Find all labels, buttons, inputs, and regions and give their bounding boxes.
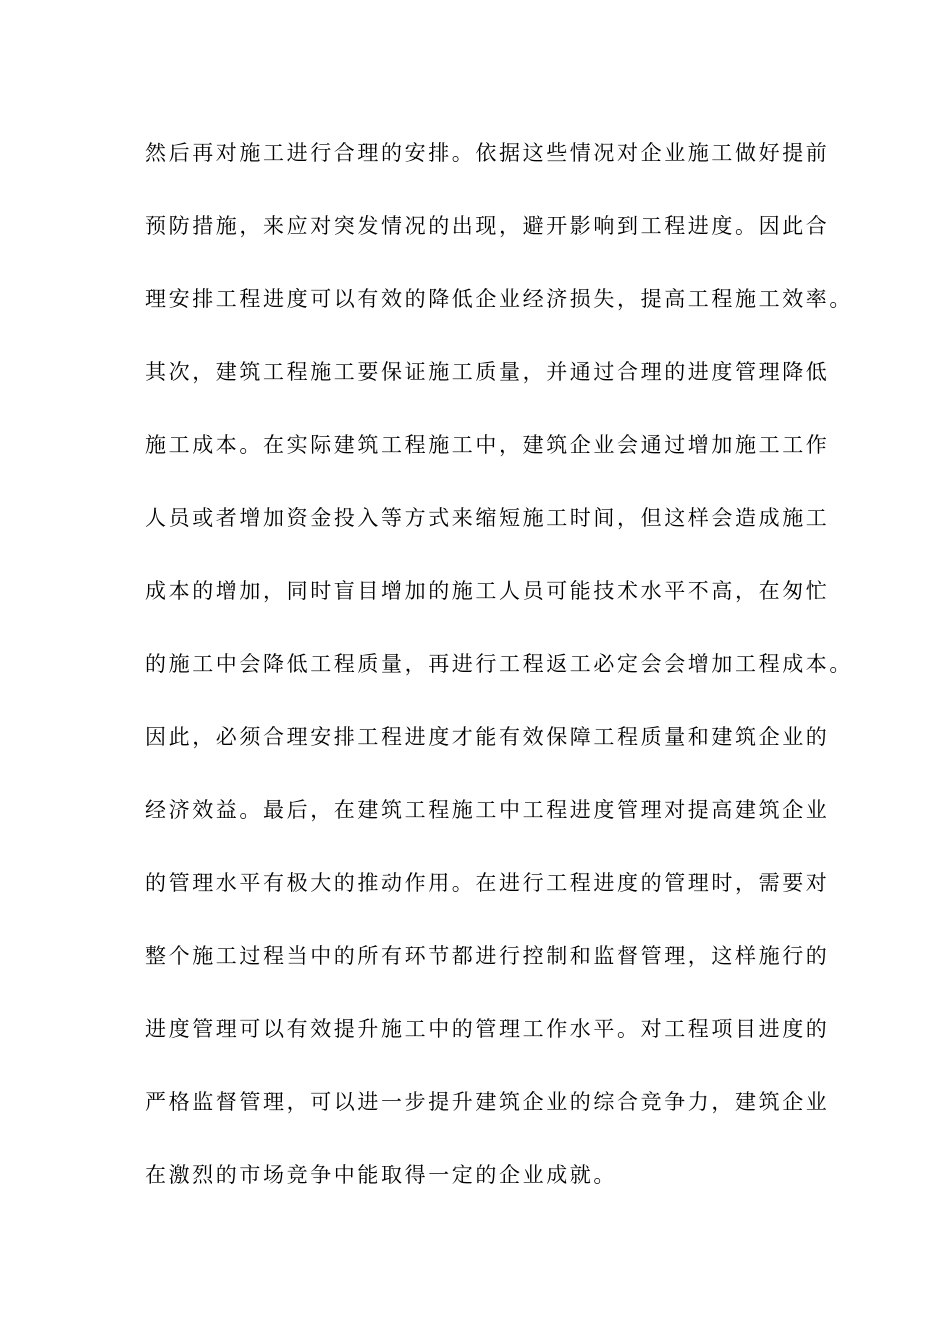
text-line-3: 理安排工程进度可以有效的降低企业经济损失，提高工程施工效率。 <box>145 287 853 311</box>
text-line-11: 的管理水平有极大的推动作用。在进行工程进度的管理时，需要对 <box>145 871 830 895</box>
text-line-7: 成本的增加，同时盲目增加的施工人员可能技术水平不高，在匆忙 <box>145 579 830 603</box>
text-line-12: 整个施工过程当中的所有环节都进行控制和监督管理，这样施行的 <box>145 944 830 968</box>
text-line-8: 的施工中会降低工程质量，再进行工程返工必定会会增加工程成本。 <box>145 652 853 676</box>
text-line-10: 经济效益。最后，在建筑工程施工中工程进度管理对提高建筑企业 <box>145 798 830 822</box>
text-line-15: 在激烈的市场竞争中能取得一定的企业成就。 <box>145 1163 617 1187</box>
text-line-14: 严格监督管理，可以进一步提升建筑企业的综合竞争力，建筑企业 <box>145 1090 830 1114</box>
text-line-5: 施工成本。在实际建筑工程施工中，建筑企业会通过增加施工工作 <box>145 433 830 457</box>
body-paragraph <box>145 133 853 1228</box>
text-line-9: 因此，必须合理安排工程进度才能有效保障工程质量和建筑企业的 <box>145 725 830 749</box>
text-line-6: 人员或者增加资金投入等方式来缩短施工时间，但这样会造成施工 <box>145 506 830 530</box>
text-line-13: 进度管理可以有效提升施工中的管理工作水平。对工程项目进度的 <box>145 1017 830 1041</box>
text-line-4: 其次，建筑工程施工要保证施工质量，并通过合理的进度管理降低 <box>145 360 830 384</box>
text-line-2: 预防措施，来应对突发情况的出现，避开影响到工程进度。因此合 <box>145 214 830 238</box>
text-line-1: 然后再对施工进行合理的安排。依据这些情况对企业施工做好提前 <box>145 141 830 165</box>
